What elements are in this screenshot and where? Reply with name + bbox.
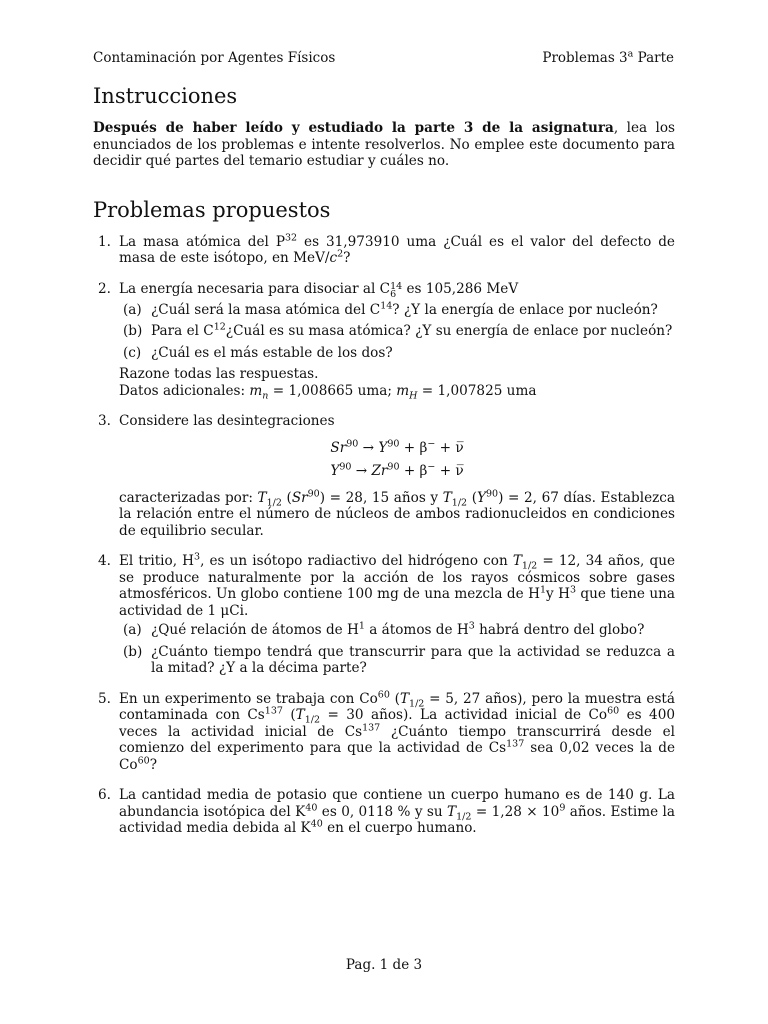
problem-2-parts — [119, 299, 675, 362]
problem-2: 2. La energía necesaria para disociar al C 14 6 es 105,286 MeV (a) ¿Cuál será la masa atómica del $C^{14}$? ¿Y la energía de enlace por nucleón? (b) Para el $C^{12}¿Cuál$ es su masa atómica? ¿Y su energía de enlace por nucleón? (c) ¿Cuál es el más estable de los dos? Razone todas las respuestas. Datos adicionales: $m_n = 1,008665$ uma; $m_H = 1,007825$ uma — [93, 281, 675, 400]
problem-4-part-a: (a) ¿Qué relación de átomos de $H^1$ a átomos de $H^3$ habrá dentro del globo? — [123, 620, 645, 638]
problem-2-part-b: (b) Para el $C^{12}¿Cuál$ es su masa atómica? ¿Y su energía de enlace por nucleón? — [123, 321, 673, 339]
problem-6: 6. La cantidad media de potasio que contiene un cuerpo humano es de 140 g. La abundancia isotópica del $K^{40}$ es 0, 0118 % y su $T_{1/2} = 1,28 \times 10^9$ años. Estime la actividad media debida al $K^{40}$ en el cuerpo humano. — [98, 787, 676, 836]
page-header — [93, 50, 674, 68]
problem-3-text: caracterizadas por: $T_{1/2}$ $(Sr^{90}) = 28$, 15 años y $T_{1/2}$ $(Y^{90}) = 2$, 67 días. Establezca la relación entre el número de núcleos de ambos radionucleidos en condiciones de equilibrio secular. — [119, 487, 675, 539]
problem-5: 5. En un experimento se trabaja con Co$^{60}$ ($T_{1/2} = 5$, 27 años), pero la muestra está contaminada con Cs$^{137}$ ($T_{1/2} = 30$ años). La actividad inicial de Co$^{60}$ es 400 veces la actividad inicial de Cs$^{137}$ ¿Cuánto tiempo transcurrirá desde el comienzo del experimento para que la actividad de Cs$^{137}$ sea 0,02 veces la de Co$^{60}$? — [98, 688, 676, 773]
header-course-title: Contaminación por Agentes Físicos — [93, 50, 336, 66]
page-number: Pag. 1 de 3 — [345, 957, 423, 973]
problem-3: 3. Considere las desintegraciones $Sr^{90} \to Y^{90} + \beta^-$ + ν̅ $Y^{90} \to Zr^{90} + \beta^-$ + ν̅ caracterizadas por: $T_{1/2}$ $(Sr^{90}) = 28$, 15 años y $T_{1/2}$ $(Y^{90}) = 2$, 67 días. Establezca la relación entre el número de núcleos de ambos radionucleidos en condiciones de equilibrio secular. — [98, 413, 675, 539]
decay-equation-1: $Sr^{90} \to Y^{90} + \beta^-$ + ν̅ — [330, 437, 464, 456]
problem-2-part-a: (a) ¿Cuál será la masa atómica del $C^{14}$? ¿Y la energía de enlace por nucleón? — [123, 299, 658, 318]
problem-2-note: Razone todas las respuestas. Datos adicionales: $m_n = 1,008665$ uma; $m_H = 1,007825$ uma — [119, 366, 537, 402]
problems-heading: Problemas propuestos — [93, 197, 331, 222]
decay-equation-2: $Y^{90} \to Zr^{90} + \beta^-$ + ν̅ — [330, 461, 464, 479]
page-content — [93, 83, 675, 851]
header-section-title: Problemas 3$^a$ Parte — [542, 48, 674, 66]
problem-2-part-c: (c) ¿Cuál es el más estable de los dos? — [123, 344, 393, 361]
problems-list — [93, 231, 676, 837]
instructions-heading: Instrucciones — [93, 84, 238, 108]
problem-4-parts — [119, 622, 675, 677]
problem-4: 4. El tritio, $H^3$, es un isótopo radiactivo del hidrógeno con $T_{1/2} = 12$, 34 años, que se produce naturalmente por la acción de los rayos cósmicos sobre gases atmosféricos. Un globo contiene 100 mg de una mezcla de $H^1y$ $H^3$ que tiene una actividad de 1 μCi. (a) ¿Qué relación de átomos de $H^1$ a átomos de $H^3$ habrá dentro del globo? (b) ¿Cuánto tiempo tendrá que transcurrir para que la actividad se reduzca a la mitad? ¿Y a la décima parte? — [98, 551, 676, 676]
problem-4-part-b: (b) ¿Cuánto tiempo tendrá que transcurrir para que la actividad se reduzca a la mitad? ¿Y a la décima parte? — [123, 643, 675, 676]
problem-1: 1. La masa atómica del $P^{32}$ es 31,973910 uma ¿Cuál es el valor del defecto de masa de este isótopo, en MeV/$c^2$? — [98, 231, 675, 266]
decay-equations — [119, 437, 675, 480]
instructions-paragraph: Después de haber leído y estudiado la parte 3 de la asignatura, lea los enunciados de los problemas e intente resolverlos. No emplee este documento para decidir qué partes del temario estudiar y cuáles no. — [93, 120, 676, 169]
